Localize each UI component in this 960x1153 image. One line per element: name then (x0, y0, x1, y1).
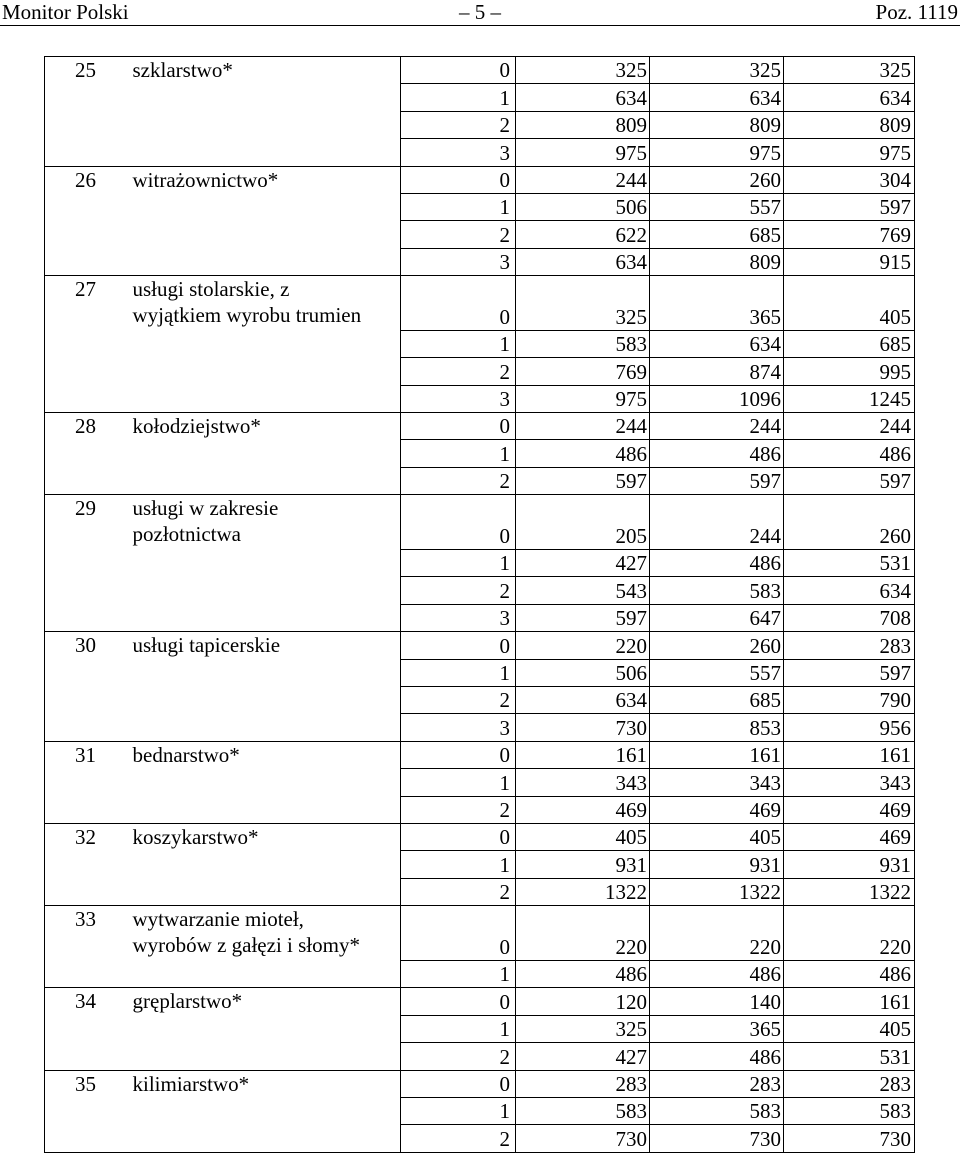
rate-1-cell: 343 (516, 769, 650, 796)
rate-2-cell: 486 (650, 440, 784, 467)
item-name (131, 769, 401, 796)
item-name (131, 413, 401, 440)
table-row (45, 221, 915, 248)
rate-2-cell: 685 (650, 221, 784, 248)
rate-3-cell: 597 (784, 659, 915, 686)
item-number (45, 495, 131, 550)
item-number (45, 1043, 131, 1070)
rate-2-cell: 647 (650, 604, 784, 631)
item-name (131, 988, 401, 1015)
level-cell: 2 (401, 1125, 516, 1152)
level-cell: 2 (401, 1043, 516, 1070)
table-row (45, 1015, 915, 1042)
item-number (45, 604, 131, 631)
item-name (131, 1015, 401, 1042)
level-cell: 1 (401, 193, 516, 220)
rate-3-cell: 597 (784, 467, 915, 494)
rate-1-cell: 325 (516, 276, 650, 331)
rate-2-cell: 557 (650, 659, 784, 686)
rate-1-cell: 205 (516, 495, 650, 550)
item-number-text: 26 (75, 167, 96, 192)
table-row (45, 84, 915, 111)
rate-3-cell: 634 (784, 84, 915, 111)
level-cell: 2 (401, 577, 516, 604)
item-number (45, 741, 131, 768)
item-name (131, 111, 401, 138)
rate-3-cell: 995 (784, 358, 915, 385)
item-name (131, 906, 401, 961)
item-number (45, 796, 131, 823)
level-cell: 0 (401, 495, 516, 550)
table-row (45, 632, 915, 659)
rate-2-cell: 874 (650, 358, 784, 385)
rate-2-cell: 1322 (650, 878, 784, 905)
rate-3-cell: 283 (784, 632, 915, 659)
table-row (45, 467, 915, 494)
level-cell: 0 (401, 988, 516, 1015)
item-number (45, 248, 131, 275)
item-number (45, 823, 131, 850)
table-row (45, 960, 915, 987)
item-number-text: 33 (75, 907, 96, 932)
level-cell: 0 (401, 741, 516, 768)
rate-2-cell: 283 (650, 1070, 784, 1097)
rate-2-cell: 220 (650, 906, 784, 961)
rate-3-cell: 956 (784, 714, 915, 741)
rate-3-cell: 161 (784, 741, 915, 768)
rate-2-cell: 557 (650, 193, 784, 220)
item-name-text: kołodziejstwo* (132, 414, 261, 439)
rate-3-cell: 583 (784, 1097, 915, 1124)
item-name (131, 577, 401, 604)
table-row (45, 604, 915, 631)
item-name (131, 57, 401, 84)
item-name (131, 960, 401, 987)
item-name (131, 714, 401, 741)
item-number (45, 358, 131, 385)
item-name (131, 193, 401, 220)
rate-3-cell: 790 (784, 687, 915, 714)
item-number-text: 27 (75, 277, 96, 302)
rate-1-cell: 506 (516, 193, 650, 220)
item-number (45, 276, 131, 331)
level-cell: 1 (401, 330, 516, 357)
item-name (131, 440, 401, 467)
table-row (45, 166, 915, 193)
rate-3-cell: 685 (784, 330, 915, 357)
item-number (45, 1125, 131, 1152)
item-number (45, 769, 131, 796)
item-name (131, 659, 401, 686)
rate-1-cell: 769 (516, 358, 650, 385)
level-cell: 1 (401, 440, 516, 467)
item-number (45, 960, 131, 987)
table-row (45, 1043, 915, 1070)
table-row (45, 550, 915, 577)
rate-2-cell: 365 (650, 1015, 784, 1042)
level-cell: 1 (401, 84, 516, 111)
rate-1-cell: 634 (516, 84, 650, 111)
rate-3-cell: 769 (784, 221, 915, 248)
rate-3-cell: 975 (784, 139, 915, 166)
table-row (45, 193, 915, 220)
rate-1-cell: 244 (516, 166, 650, 193)
rate-2-cell: 486 (650, 960, 784, 987)
item-name-text: koszykarstwo* (132, 824, 259, 849)
rate-2-cell: 405 (650, 823, 784, 850)
item-name (131, 1043, 401, 1070)
rate-2-cell: 343 (650, 769, 784, 796)
item-name (131, 330, 401, 357)
rate-1-cell: 325 (516, 57, 650, 84)
level-cell: 0 (401, 276, 516, 331)
table-row (45, 906, 915, 961)
item-number (45, 193, 131, 220)
rate-1-cell: 583 (516, 1097, 650, 1124)
item-number-text: 35 (75, 1071, 96, 1096)
table-row (45, 687, 915, 714)
rate-3-cell: 325 (784, 57, 915, 84)
table-row (45, 1125, 915, 1152)
page-header (0, 0, 960, 26)
rate-2-cell: 486 (650, 550, 784, 577)
table-row (45, 139, 915, 166)
item-name-text: bednarstwo* (132, 742, 240, 767)
rate-2-cell: 685 (650, 687, 784, 714)
item-name (131, 604, 401, 631)
item-name (131, 796, 401, 823)
table-row (45, 495, 915, 550)
item-name (131, 139, 401, 166)
item-number (45, 57, 131, 84)
rate-1-cell: 283 (516, 1070, 650, 1097)
rate-1-cell: 583 (516, 330, 650, 357)
table-row (45, 385, 915, 412)
item-number (45, 111, 131, 138)
table-row (45, 714, 915, 741)
item-number (45, 577, 131, 604)
rate-2-cell: 469 (650, 796, 784, 823)
rate-1-cell: 597 (516, 467, 650, 494)
item-name (131, 550, 401, 577)
item-name (131, 276, 401, 331)
item-number (45, 988, 131, 1015)
table-row (45, 988, 915, 1015)
item-name (131, 878, 401, 905)
level-cell: 1 (401, 769, 516, 796)
rate-1-cell: 161 (516, 741, 650, 768)
item-name-text: wytwarzanie mioteł, wyrobów z gałęzi i słomy* (132, 907, 360, 958)
item-number-text: 28 (75, 414, 96, 439)
level-cell: 0 (401, 632, 516, 659)
rate-1-cell: 220 (516, 906, 650, 961)
rate-2-cell: 809 (650, 248, 784, 275)
rate-1-cell: 486 (516, 960, 650, 987)
level-cell: 3 (401, 248, 516, 275)
rate-2-cell: 931 (650, 851, 784, 878)
item-name-text: usługi w zakresie pozłotnictwa (132, 496, 279, 547)
rate-1-cell: 634 (516, 248, 650, 275)
table-row (45, 769, 915, 796)
item-number (45, 878, 131, 905)
item-number (45, 440, 131, 467)
rate-1-cell: 634 (516, 687, 650, 714)
item-number (45, 139, 131, 166)
page-number: – 5 – (459, 0, 501, 24)
table-row (45, 1097, 915, 1124)
rate-2-cell: 597 (650, 467, 784, 494)
position-number: Poz. 1119 (875, 0, 958, 24)
level-cell: 1 (401, 550, 516, 577)
item-number (45, 906, 131, 961)
level-cell: 1 (401, 960, 516, 987)
rates-table (44, 56, 915, 1153)
rate-2-cell: 140 (650, 988, 784, 1015)
level-cell: 0 (401, 57, 516, 84)
level-cell: 0 (401, 413, 516, 440)
item-number (45, 659, 131, 686)
table-row (45, 248, 915, 275)
table-row (45, 577, 915, 604)
rate-3-cell: 634 (784, 577, 915, 604)
rate-3-cell: 531 (784, 1043, 915, 1070)
rate-3-cell: 1245 (784, 385, 915, 412)
item-name (131, 823, 401, 850)
rate-2-cell: 853 (650, 714, 784, 741)
item-number (45, 1070, 131, 1097)
item-name (131, 495, 401, 550)
table-row (45, 330, 915, 357)
item-name (131, 851, 401, 878)
item-number (45, 166, 131, 193)
rate-1-cell: 975 (516, 385, 650, 412)
level-cell: 2 (401, 221, 516, 248)
item-number (45, 1097, 131, 1124)
item-number (45, 221, 131, 248)
rate-3-cell: 405 (784, 276, 915, 331)
item-name (131, 358, 401, 385)
rate-3-cell: 931 (784, 851, 915, 878)
level-cell: 3 (401, 385, 516, 412)
rate-3-cell: 405 (784, 1015, 915, 1042)
rates-table-body (45, 57, 915, 1153)
level-cell: 0 (401, 906, 516, 961)
rate-1-cell: 597 (516, 604, 650, 631)
item-number (45, 467, 131, 494)
item-name-text: usługi tapicerskie (132, 633, 281, 658)
item-name-text: usługi stolarskie, z wyjątkiem wyrobu trumien (132, 277, 362, 328)
table-row (45, 358, 915, 385)
level-cell: 3 (401, 604, 516, 631)
rate-3-cell: 708 (784, 604, 915, 631)
rate-3-cell: 1322 (784, 878, 915, 905)
rate-2-cell: 161 (650, 741, 784, 768)
rate-1-cell: 730 (516, 1125, 650, 1152)
table-row (45, 851, 915, 878)
rate-2-cell: 244 (650, 495, 784, 550)
item-number (45, 84, 131, 111)
rate-3-cell: 597 (784, 193, 915, 220)
item-number-text: 29 (75, 496, 96, 521)
rate-3-cell: 161 (784, 988, 915, 1015)
item-name (131, 687, 401, 714)
item-name (131, 248, 401, 275)
item-number-text: 32 (75, 824, 96, 849)
table-row (45, 1070, 915, 1097)
level-cell: 3 (401, 139, 516, 166)
level-cell: 2 (401, 111, 516, 138)
publication-title: Monitor Polski (2, 0, 129, 24)
rate-3-cell: 469 (784, 823, 915, 850)
level-cell: 1 (401, 851, 516, 878)
item-name (131, 1097, 401, 1124)
item-name (131, 1070, 401, 1097)
table-row (45, 878, 915, 905)
rate-2-cell: 260 (650, 166, 784, 193)
item-number (45, 851, 131, 878)
rate-1-cell: 244 (516, 413, 650, 440)
table-row (45, 796, 915, 823)
item-number (45, 687, 131, 714)
item-number (45, 385, 131, 412)
rate-2-cell: 365 (650, 276, 784, 331)
rate-3-cell: 343 (784, 769, 915, 796)
item-number (45, 413, 131, 440)
rate-3-cell: 915 (784, 248, 915, 275)
item-name-text: witrażownictwo* (132, 167, 279, 192)
rate-2-cell: 730 (650, 1125, 784, 1152)
level-cell: 2 (401, 687, 516, 714)
item-name (131, 467, 401, 494)
rate-3-cell: 486 (784, 960, 915, 987)
item-name-text: szklarstwo* (132, 58, 233, 82)
level-cell: 0 (401, 823, 516, 850)
item-number (45, 1015, 131, 1042)
rate-3-cell: 730 (784, 1125, 915, 1152)
table-row (45, 413, 915, 440)
rate-2-cell: 244 (650, 413, 784, 440)
rate-2-cell: 260 (650, 632, 784, 659)
item-name (131, 221, 401, 248)
rate-2-cell: 1096 (650, 385, 784, 412)
rate-1-cell: 506 (516, 659, 650, 686)
rate-1-cell: 931 (516, 851, 650, 878)
table-row (45, 111, 915, 138)
item-name-text: kilimiarstwo* (132, 1071, 250, 1096)
rate-1-cell: 405 (516, 823, 650, 850)
level-cell: 0 (401, 166, 516, 193)
rate-3-cell: 283 (784, 1070, 915, 1097)
item-number-text: 30 (75, 633, 96, 658)
item-number-text: 31 (75, 742, 96, 767)
rate-2-cell: 486 (650, 1043, 784, 1070)
rate-2-cell: 634 (650, 84, 784, 111)
rate-3-cell: 304 (784, 166, 915, 193)
rate-1-cell: 469 (516, 796, 650, 823)
item-name (131, 1125, 401, 1152)
rate-2-cell: 583 (650, 1097, 784, 1124)
rate-1-cell: 809 (516, 111, 650, 138)
item-name (131, 632, 401, 659)
rate-3-cell: 220 (784, 906, 915, 961)
rate-2-cell: 325 (650, 57, 784, 84)
item-number-text: 25 (75, 58, 96, 82)
table-row (45, 741, 915, 768)
rate-1-cell: 730 (516, 714, 650, 741)
table-row (45, 659, 915, 686)
table-row (45, 276, 915, 331)
rate-2-cell: 809 (650, 111, 784, 138)
level-cell: 3 (401, 714, 516, 741)
rate-3-cell: 469 (784, 796, 915, 823)
rate-1-cell: 220 (516, 632, 650, 659)
rate-2-cell: 583 (650, 577, 784, 604)
level-cell: 2 (401, 878, 516, 905)
item-name (131, 166, 401, 193)
item-number (45, 714, 131, 741)
rate-1-cell: 622 (516, 221, 650, 248)
item-number-text: 34 (75, 989, 96, 1014)
rate-3-cell: 260 (784, 495, 915, 550)
table-row (45, 57, 915, 84)
rate-1-cell: 543 (516, 577, 650, 604)
level-cell: 2 (401, 467, 516, 494)
rate-1-cell: 427 (516, 1043, 650, 1070)
item-number (45, 330, 131, 357)
table-row (45, 823, 915, 850)
rate-1-cell: 975 (516, 139, 650, 166)
item-name-text: gręplarstwo* (132, 989, 243, 1014)
rate-1-cell: 486 (516, 440, 650, 467)
level-cell: 1 (401, 1097, 516, 1124)
item-number (45, 632, 131, 659)
level-cell: 1 (401, 1015, 516, 1042)
level-cell: 0 (401, 1070, 516, 1097)
level-cell: 2 (401, 358, 516, 385)
rate-3-cell: 531 (784, 550, 915, 577)
rate-3-cell: 809 (784, 111, 915, 138)
item-name (131, 84, 401, 111)
rate-2-cell: 634 (650, 330, 784, 357)
table-row (45, 440, 915, 467)
item-number (45, 550, 131, 577)
rate-1-cell: 1322 (516, 878, 650, 905)
rate-2-cell: 975 (650, 139, 784, 166)
rate-3-cell: 486 (784, 440, 915, 467)
rate-1-cell: 325 (516, 1015, 650, 1042)
item-name (131, 741, 401, 768)
rate-1-cell: 427 (516, 550, 650, 577)
rate-1-cell: 120 (516, 988, 650, 1015)
level-cell: 1 (401, 659, 516, 686)
item-name (131, 385, 401, 412)
level-cell: 2 (401, 796, 516, 823)
rate-3-cell: 244 (784, 413, 915, 440)
